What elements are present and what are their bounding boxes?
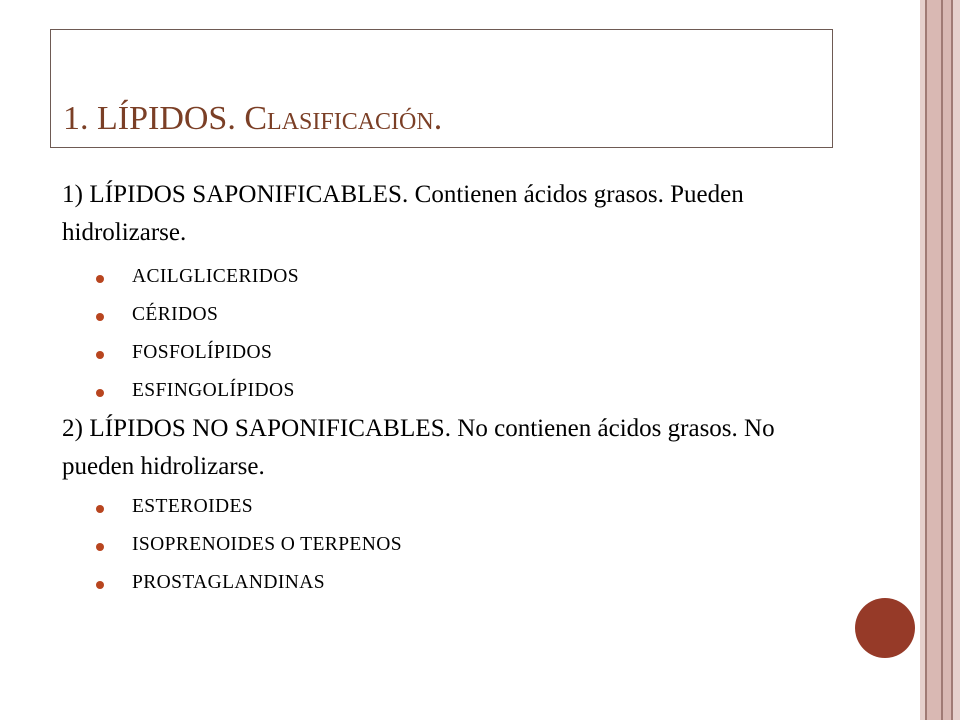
section-heading: 2) LÍPIDOS NO SAPONIFICABLES. (62, 415, 452, 442)
list-item (62, 526, 832, 564)
section-no-saponificables (62, 410, 822, 486)
list-item-label: ESTEROIDES (132, 496, 253, 517)
bullet-icon (96, 351, 104, 359)
stripe (927, 0, 941, 720)
list-item (62, 564, 832, 602)
stripe (953, 0, 960, 720)
section-heading: 1) LÍPIDOS SAPONIFICABLES. (62, 181, 409, 208)
decorative-circle (855, 598, 915, 658)
list-item (62, 372, 832, 410)
title-subtitle: Clasificación. (244, 100, 443, 137)
list-item-label: PROSTAGLANDINAS (132, 572, 325, 593)
list-item-label: ESFINGOLÍPIDOS (132, 380, 295, 401)
list-item-label: FOSFOLÍPIDOS (132, 342, 273, 363)
title-main: 1. LÍPIDOS. (63, 100, 245, 137)
no-saponificables-list (62, 488, 832, 602)
bullet-icon (96, 581, 104, 589)
list-item (62, 258, 832, 296)
slide-content (62, 176, 832, 602)
saponificables-list (62, 258, 832, 410)
list-item (62, 488, 832, 526)
bullet-icon (96, 275, 104, 283)
list-item-label: ISOPRENOIDES O TERPENOS (132, 534, 402, 555)
bullet-icon (96, 505, 104, 513)
bullet-icon (96, 543, 104, 551)
decorative-side-stripes (920, 0, 960, 720)
section-description: Contienen ácidos grasos. Pueden hidrolizarse. (62, 181, 744, 246)
title-box (50, 29, 833, 148)
section-description: No contienen ácidos grasos. No pueden hidrolizarse. (62, 415, 775, 480)
bullet-icon (96, 389, 104, 397)
section-saponificables (62, 176, 822, 252)
list-item-label: CÉRIDOS (132, 304, 219, 325)
bullet-icon (96, 313, 104, 321)
stripe (943, 0, 951, 720)
slide-title (63, 102, 442, 136)
list-item (62, 334, 832, 372)
list-item (62, 296, 832, 334)
list-item-label: ACILGLICERIDOS (132, 266, 300, 287)
